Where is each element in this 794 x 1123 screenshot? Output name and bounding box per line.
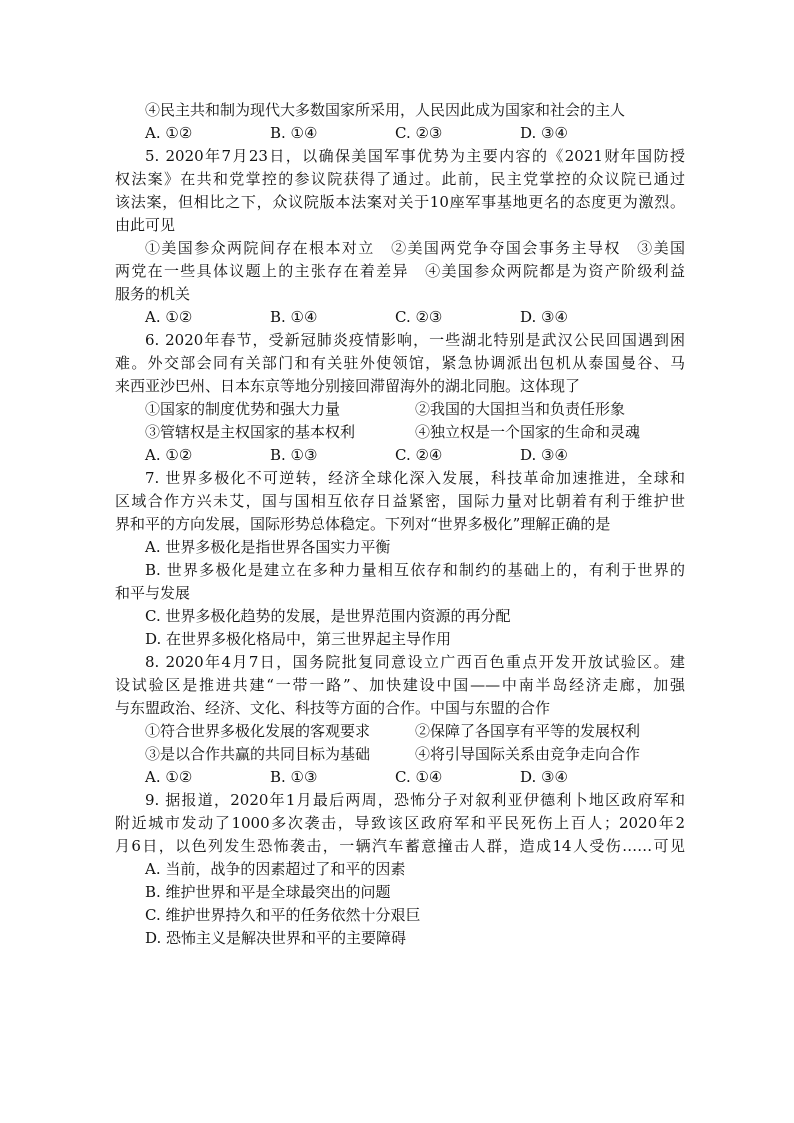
- q6-stem-line: 难。外交部会同有关部门和有关驻外使领馆，紧急协调派出包机从泰国曼谷、马: [115, 354, 685, 372]
- q8-stem-line: 与东盟政治、经济、文化、科技等方面的合作。中国与东盟的合作: [115, 699, 551, 717]
- q9-choice-c[interactable]: C. 维护世界持久和平的任务依然十分艰巨: [145, 906, 421, 924]
- q6-option-3: ③管辖权是主权国家的基本权利: [145, 423, 356, 441]
- q7-stem-line: 7. 世界多极化不可逆转，经济全球化深入发展，科技革命加速推进，全球和: [145, 469, 685, 487]
- q6-answer-a[interactable]: A. ①②: [145, 446, 193, 464]
- q9-stem-line: 附近城市发动了1000多次袭击，导致该区政府军和平民死伤上百人；2020年2: [115, 814, 685, 832]
- q8-option-3: ③是以合作共赢的共同目标为基础: [145, 745, 371, 763]
- q5-answer-d[interactable]: D. ③④: [520, 308, 568, 326]
- q5-answer-a[interactable]: A. ①②: [145, 308, 193, 326]
- q6-option-2: ②我国的大国担当和负责任形象: [415, 400, 626, 418]
- q5-answer-c[interactable]: C. ②③: [395, 308, 443, 326]
- q6-stem-line: 6. 2020年春节，受新冠肺炎疫情影响，一些湖北特别是武汉公民回国遇到困: [145, 331, 685, 349]
- q5-stem-line: 由此可见: [115, 216, 176, 234]
- q6-answer-c[interactable]: C. ②④: [395, 446, 443, 464]
- q8-answer-b[interactable]: B. ①③: [270, 768, 318, 786]
- q9-stem-line: 月6日，以色列发生恐怖袭击，一辆汽车蓄意撞击人群，造成14人受伤……可见: [115, 837, 685, 855]
- q5-option-line: 服务的机关: [115, 285, 191, 303]
- q5-option-line: ①美国参众两院间存在根本对立 ②美国两党争夺国会事务主导权 ③美国: [145, 239, 685, 257]
- q7-choice-d[interactable]: D. 在世界多极化格局中，第三世界起主导作用: [145, 630, 452, 648]
- q4-answer-a[interactable]: A. ①②: [145, 124, 193, 142]
- q9-choice-b[interactable]: B. 维护世界和平是全球最突出的问题: [145, 883, 391, 901]
- q8-option-1: ①符合世界多极化发展的客观要求: [145, 722, 371, 740]
- q9-choice-d[interactable]: D. 恐怖主义是解决世界和平的主要障碍: [145, 929, 407, 947]
- q7-choice-b-cont[interactable]: 和平与发展: [115, 584, 191, 602]
- q6-option-4: ④独立权是一个国家的生命和灵魂: [415, 423, 641, 441]
- q5-stem-line: 权法案》在共和党掌控的参议院获得了通过。此前，民主党掌控的众议院已通过: [115, 170, 685, 188]
- q8-answer-d[interactable]: D. ③④: [520, 768, 568, 786]
- q9-choice-a[interactable]: A. 当前，战争的因素超过了和平的因素: [145, 860, 406, 878]
- q7-choice-b[interactable]: B. 世界多极化是建立在多种力量相互依存和制约的基础上的，有利于世界的: [145, 561, 685, 579]
- q7-choice-a[interactable]: A. 世界多极化是指世界各国实力平衡: [145, 538, 391, 556]
- q5-answer-b[interactable]: B. ①④: [270, 308, 318, 326]
- q5-stem-line: 该法案，但相比之下，众议院版本法案对关于10座军事基地更名的态度更为激烈。: [115, 193, 685, 211]
- q6-option-1: ①国家的制度优势和强大力量: [145, 400, 341, 418]
- q5-option-line: 两党在一些具体议题上的主张存在着差异 ④美国参众两院都是为资产阶级利益: [115, 262, 685, 280]
- q4-answer-b[interactable]: B. ①④: [270, 124, 318, 142]
- q8-option-4: ④将引导国际关系由竞争走向合作: [415, 745, 641, 763]
- q4-option-4: ④民主共和制为现代大多数国家所采用，人民因此成为国家和社会的主人: [145, 101, 626, 119]
- q8-answer-a[interactable]: A. ①②: [145, 768, 193, 786]
- q7-stem-line: 界和平的方向发展，国际形势总体稳定。下列对“世界多极化”理解正确的是: [115, 515, 611, 533]
- q8-stem-line: 8. 2020年4月7日，国务院批复同意设立广西百色重点开发开放试验区。建: [145, 653, 685, 671]
- q6-stem-line: 来西亚沙巴州、日本东京等地分别接回滞留海外的湖北同胞。这体现了: [115, 377, 581, 395]
- q9-stem-line: 9. 据报道，2020年1月最后两周，恐怖分子对叙利亚伊德利卜地区政府军和: [145, 791, 685, 809]
- q4-answer-d[interactable]: D. ③④: [520, 124, 568, 142]
- q7-choice-c[interactable]: C. 世界多极化趋势的发展，是世界范围内资源的再分配: [145, 607, 511, 625]
- q8-answer-c[interactable]: C. ①④: [395, 768, 443, 786]
- q8-stem-line: 设试验区是推进共建“一带一路”、加快建设中国——中南半岛经济走廊，加强: [115, 676, 685, 694]
- q5-stem-line: 5. 2020年7月23日，以确保美国军事优势为主要内容的《2021财年国防授: [145, 147, 685, 165]
- q7-stem-line: 区域合作方兴未艾，国与国相互依存日益紧密，国际力量对比朝着有利于维护世: [115, 492, 685, 510]
- q6-answer-d[interactable]: D. ③④: [520, 446, 568, 464]
- q6-answer-b[interactable]: B. ①③: [270, 446, 318, 464]
- q8-option-2: ②保障了各国享有平等的发展权利: [415, 722, 641, 740]
- q4-answer-c[interactable]: C. ②③: [395, 124, 443, 142]
